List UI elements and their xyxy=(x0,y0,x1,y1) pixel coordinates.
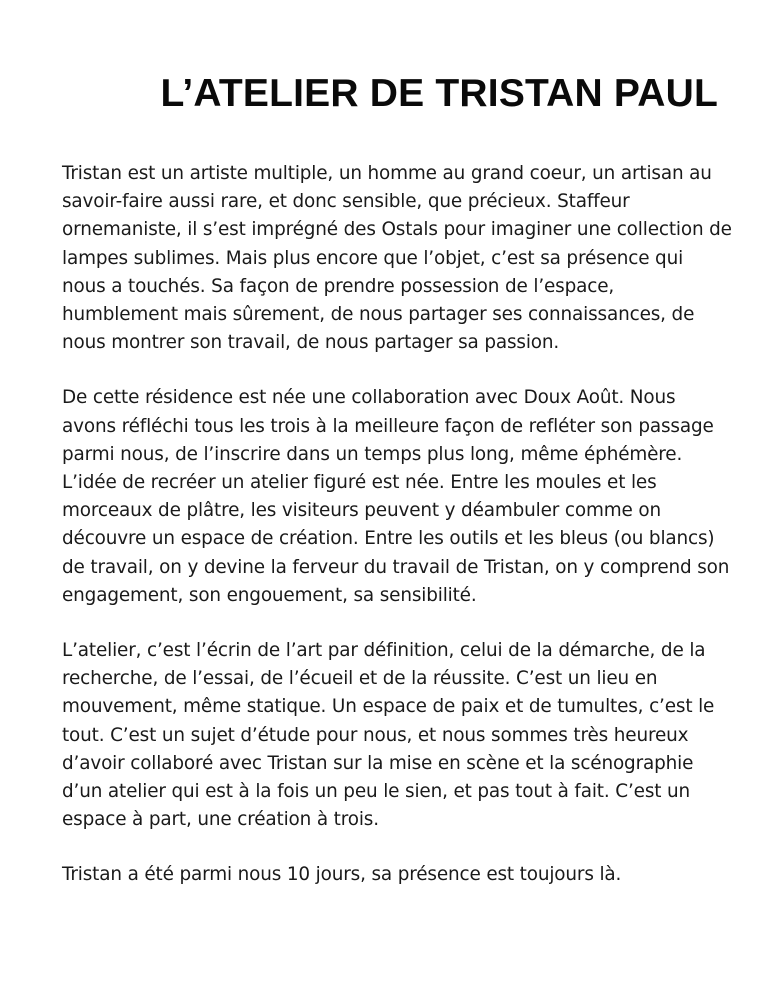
article-body xyxy=(62,160,732,890)
paragraph-2: De cette résidence est née une collaboration avec Doux Août. Nous avons réfléchi tous les trois à la meilleure façon de refléter son passage parmi nous, de l’inscrire dans un temps plus long, même éphémère. L’idée de recréer un atelier figuré est née. Entre les moules et les morceaux de plâtre, les visiteurs peuvent y déambuler comme on découvre un espace de création. Entre les outils et les bleus (ou blancs) de travail, on y devine la ferveur du travail de Tristan, on y comprend son engagement, son engouement, sa sensibilité. xyxy=(62,387,730,606)
page-title: L’ATELIER DE TRISTAN PAUL xyxy=(160,72,718,115)
paragraph-3: L’atelier, c’est l’écrin de l’art par définition, celui de la démarche, de la recherche, de l’essai, de l’écueil et de la réussite. C’est un lieu en mouvement, même statique. Un espace de paix et de tumultes, c’est le tout. C’est un sujet d’étude pour nous, et nous sommes très heureux d’avoir collaboré avec Tristan sur la mise en scène et la scénographie d’un atelier qui est à la fois un peu le sien, et pas tout à fait. C’est un espace à part, une création à trois. xyxy=(62,640,715,831)
paragraph-4: Tristan a été parmi nous 10 jours, sa présence est toujours là. xyxy=(62,864,622,886)
paragraph-1: Tristan est un artiste multiple, un homme au grand coeur, un artisan au savoir-faire aussi rare, et donc sensible, que précieux. Staffeur ornemaniste, il s’est imprégné des Ostals pour imaginer une collection de lampes sublimes. Mais plus encore que l’objet, c’est sa présence qui nous a touchés. Sa façon de prendre possession de l’espace, humblement mais sûrement, de nous partager ses connaissances, de nous montrer son travail, de nous partager sa passion. xyxy=(62,163,732,354)
